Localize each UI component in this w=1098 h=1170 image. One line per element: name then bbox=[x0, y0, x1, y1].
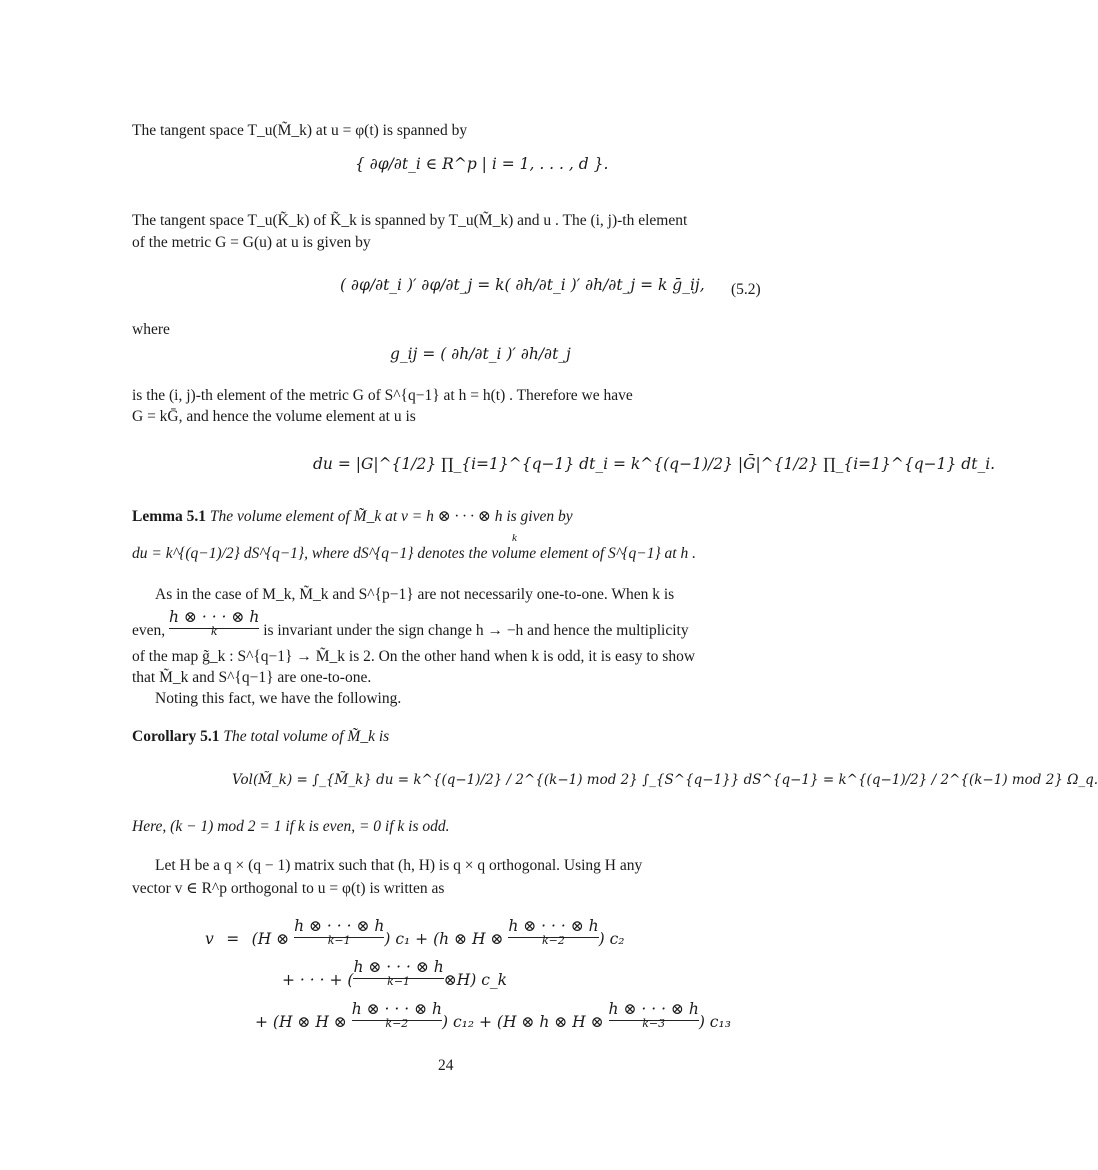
corollary-statement: The total volume of M̃_k is bbox=[223, 728, 390, 745]
text-line-3: The tangent space T_u(K̃_k) of K̃_k is spanned by T_u(M̃_k) and u . The (i, j)-th element bbox=[132, 212, 688, 229]
volume-element-equation: du = |G|^{1/2} ∏_{i=1}^{q−1} dt_i = k^{(q−1)/2} |Ḡ|^{1/2} ∏_{i=1}^{q−1} dt_i. bbox=[313, 455, 996, 473]
decomp-eq-line-3 bbox=[255, 1000, 731, 1031]
eq1-brace-a-sub: k−1 bbox=[327, 934, 351, 947]
corollary-label: Corollary 5.1 bbox=[132, 728, 220, 745]
text-line-1: The tangent space T_u(M̃_k) at u = φ(t) is spanned by bbox=[132, 122, 468, 139]
eq3-b: ) c₁₂ + (H ⊗ h ⊗ H ⊗ bbox=[442, 1013, 604, 1031]
para-1-line-4: that M̃_k and S^{q−1} are one-to-one. bbox=[132, 669, 372, 686]
eq3-brace-b-content: h ⊗ · · · ⊗ h bbox=[609, 1000, 699, 1021]
equation-number: (5.2) bbox=[731, 281, 761, 298]
text-line-8: is the (i, j)-th element of the metric G of S^{q−1} at h = h(t) . Therefore we have bbox=[132, 387, 633, 404]
p1-rest: is invariant under the sign change h → −h and hence the multiplicity bbox=[263, 622, 689, 639]
eq2-brace-content: h ⊗ · · · ⊗ h bbox=[353, 958, 443, 979]
para-1-line-1: As in the case of M_k, M̃_k and S^{p−1} are not necessarily one-to-one. When k is bbox=[155, 586, 675, 603]
eq3-a: + (H ⊗ H ⊗ bbox=[255, 1013, 347, 1031]
eq3-brace-a-sub: k−2 bbox=[385, 1017, 409, 1030]
corollary-5-1 bbox=[132, 728, 389, 746]
eq2-b: ⊗H) c_k bbox=[443, 971, 508, 989]
p1-brace-sub: k bbox=[210, 625, 218, 638]
p1-tensor-brace bbox=[169, 608, 259, 637]
eq1-a: (H ⊗ bbox=[251, 930, 290, 948]
eq2-brace-sub: k−1 bbox=[387, 975, 411, 988]
eq2-a: + · · · + ( bbox=[282, 971, 354, 989]
decomp-eq-line-2 bbox=[282, 958, 507, 989]
eq1-c: ) c₂ bbox=[598, 930, 625, 948]
lemma-brace-subscript: k bbox=[512, 532, 517, 544]
para-1-line-3: of the map g̃_k : S^{q−1} → M̃_k is 2. On the other hand when k is odd, it is easy to show bbox=[132, 648, 696, 665]
text-line-9: G = kḠ, and hence the volume element at u is bbox=[132, 408, 416, 425]
gij-definition: g_ij = ( ∂h/∂t_i )′ ∂h/∂t_j bbox=[390, 345, 571, 363]
eq-lhs: v bbox=[205, 930, 214, 948]
lemma-statement-2: du = k^{(q−1)/2} dS^{q−1}, where dS^{q−1} denotes the volume element of S^{q−1} at h . bbox=[132, 545, 696, 562]
equation-5-2: ( ∂φ/∂t_i )′ ∂φ/∂t_j = k( ∂h/∂t_i )′ ∂h/∂t_j = k ḡ_ij, bbox=[340, 276, 705, 294]
lemma-label: Lemma 5.1 bbox=[132, 508, 207, 525]
eq3-brace-b bbox=[609, 1000, 699, 1029]
eq1-brace-b-sub: k−2 bbox=[542, 934, 565, 947]
lemma-statement: The volume element of M̃_k at v = h ⊗ · · · ⊗ h is given by bbox=[209, 508, 573, 525]
tangent-basis-set: { ∂φ/∂t_i ∈ R^p | i = 1, . . . , d }. bbox=[355, 155, 609, 173]
para-2-line-1: Let H be a q × (q − 1) matrix such that (h, H) is q × q orthogonal. Using H any bbox=[155, 857, 643, 874]
p1-brace-content: h ⊗ · · · ⊗ h bbox=[169, 608, 259, 629]
text-line-4: of the metric G = G(u) at u is given by bbox=[132, 234, 371, 251]
eq1-b: ) c₁ + (h ⊗ H ⊗ bbox=[384, 930, 504, 948]
eq1-brace-a bbox=[294, 917, 384, 946]
eq2-brace bbox=[353, 958, 443, 987]
text-where: where bbox=[132, 321, 170, 338]
eq1-brace-b bbox=[508, 917, 598, 946]
para-1-line-5: Noting this fact, we have the following. bbox=[155, 690, 402, 707]
eq3-brace-b-sub: k−3 bbox=[642, 1017, 666, 1030]
eq1-brace-a-content: h ⊗ · · · ⊗ h bbox=[294, 917, 384, 938]
eq1-brace-b-content: h ⊗ · · · ⊗ h bbox=[508, 917, 598, 938]
para-2-line-2: vector v ∈ R^p orthogonal to u = φ(t) is written as bbox=[132, 880, 445, 897]
eq3-brace-a-content: h ⊗ · · · ⊗ h bbox=[352, 1000, 442, 1021]
corollary-here: Here, (k − 1) mod 2 = 1 if k is even, = 0 if k is odd. bbox=[132, 818, 450, 835]
corollary-equation: Vol(M̃_k) = ∫_{M̃_k} du = k^{(q−1)/2} / 2^{(k−1) mod 2} ∫_{S^{q−1}} dS^{q−1} = k^{(q−1)/2} / 2^{(k−1) mod 2} Ω_q. bbox=[232, 772, 1098, 788]
lemma-5-1 bbox=[132, 507, 573, 526]
page-number: 24 bbox=[438, 1057, 454, 1074]
p1-even: even, bbox=[132, 622, 166, 639]
eq-equals: = bbox=[226, 930, 240, 948]
eq3-c: ) c₁₃ bbox=[698, 1013, 731, 1031]
para-1-line-2 bbox=[132, 608, 689, 640]
decomp-eq-line-1 bbox=[205, 917, 624, 948]
eq3-brace-a bbox=[352, 1000, 442, 1029]
